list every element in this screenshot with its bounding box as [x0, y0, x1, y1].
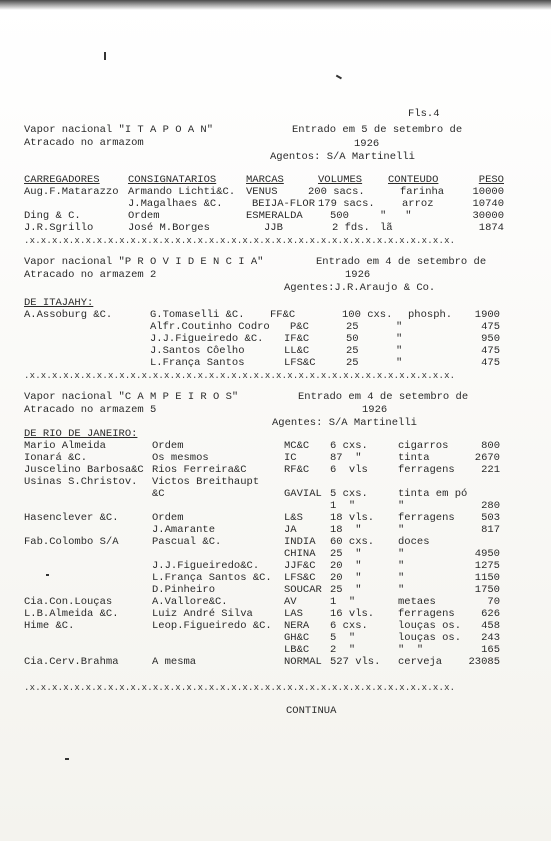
- shipper-cell: Usinas S.Christov.: [24, 476, 138, 488]
- weight-cell: 458: [481, 620, 500, 632]
- mark-cell: LB&C: [284, 644, 310, 656]
- column-header-volumes: VOLUMES: [318, 174, 363, 186]
- content-cell: " ": [398, 644, 424, 656]
- weight-cell: 950: [481, 333, 500, 345]
- volumes-cell: 527 vls.: [330, 656, 381, 668]
- consignee-cell: A.Vallore&C.: [152, 596, 228, 608]
- content-cell: " ": [380, 210, 412, 222]
- content-cell: ": [396, 357, 403, 369]
- separator-line: .x.x.x.x.x.x.x.x.x.x.x.x.x.x.x.x.x.x.x.x.x.x.x.x.x.x.x.x.x.x.x.x.x.x.x.x.x.x.: [24, 683, 456, 693]
- consignee-cell: Victos Breithaupt: [152, 476, 260, 488]
- shipper-cell: Juscelino Barbosa&C: [24, 464, 144, 476]
- berth-line: Atracado no armazem 2: [24, 269, 157, 281]
- volumes-cell: 5 cxs.: [330, 488, 368, 500]
- mark-cell: L&S: [284, 512, 303, 524]
- mark-cell: FF&C: [270, 309, 296, 321]
- content-cell: louças os.: [398, 620, 462, 632]
- separator-line: .x.x.x.x.x.x.x.x.x.x.x.x.x.x.x.x.x.x.x.x.x.x.x.x.x.x.x.x.x.x.x.x.x.x.x.x.x.x.: [24, 236, 456, 246]
- arrival-date: Entrado em 5 de setembro de: [292, 124, 463, 136]
- column-header-content: CONTEUDO: [388, 174, 439, 186]
- shipper-cell: Hime &C.: [24, 620, 75, 632]
- weight-cell: 1874: [478, 222, 504, 234]
- content-cell: ": [396, 333, 403, 345]
- weight-cell: 1750: [474, 584, 500, 596]
- weight-cell: 221: [481, 464, 500, 476]
- consignee-cell: Armando Lichti&C.: [128, 186, 236, 198]
- content-cell: cigarros: [398, 440, 449, 452]
- volumes-cell: 500: [330, 210, 349, 222]
- shipper-cell: Aug.F.Matarazzo: [24, 186, 119, 198]
- mark-cell: INDIA: [284, 536, 316, 548]
- volumes-cell: 50: [346, 333, 359, 345]
- volumes-cell: 60 cxs.: [330, 536, 375, 548]
- content-cell: doces: [398, 536, 430, 548]
- volumes-cell: 16 vls.: [330, 608, 375, 620]
- volumes-cell: 18 vls.: [330, 512, 375, 524]
- arrival-year: 1926: [345, 269, 371, 281]
- consignee-cell: Luiz André Silva: [152, 608, 253, 620]
- mark-cell: IC: [284, 452, 297, 464]
- vessel-line: Vapor nacional "P R O V I D E N C I A": [24, 256, 264, 268]
- mark-cell: SOUCAR: [284, 584, 322, 596]
- berth-line: Atracado no armazom: [24, 137, 144, 149]
- mark-cell: LAS: [284, 608, 303, 620]
- column-header-shipper: CARREGADORES: [24, 174, 100, 186]
- shipper-cell: Hasenclever &C.: [24, 512, 119, 524]
- mark-cell: LFS&C: [284, 357, 316, 369]
- mark-cell: JJB: [264, 222, 283, 234]
- consignee-cell: Leop.Figueiredo &C.: [152, 620, 272, 632]
- consignee-cell: Os mesmos: [152, 452, 209, 464]
- volumes-cell: 25: [346, 345, 359, 357]
- weight-cell: 475: [481, 345, 500, 357]
- mark-cell: RF&C: [284, 464, 310, 476]
- content-cell: ferragens: [398, 512, 455, 524]
- consignee-cell: A mesma: [152, 656, 197, 668]
- weight-cell: 10000: [472, 186, 504, 198]
- consignee-cell: J.Amarante: [152, 524, 216, 536]
- volumes-cell: 20 ": [330, 560, 362, 572]
- consignee-cell: G.Tomaselli &C.: [150, 309, 245, 321]
- weight-cell: 800: [481, 440, 500, 452]
- agents-line: Agentes: S/A Martinelli: [272, 417, 417, 429]
- weight-cell: 4950: [474, 548, 500, 560]
- volumes-cell: 20 ": [330, 572, 362, 584]
- weight-cell: 280: [481, 500, 500, 512]
- mark-cell: LFS&C: [284, 572, 316, 584]
- weight-cell: 475: [481, 321, 500, 333]
- agents-line: Agentos: S/A Martinelli: [270, 151, 415, 163]
- vessel-line: Vapor nacional "C A M P E I R O S": [24, 391, 239, 403]
- folio-number: Fls.4: [408, 108, 440, 120]
- weight-cell: 70: [487, 596, 500, 608]
- consignee-cell: D.Pinheiro: [152, 584, 216, 596]
- shipper-cell: Ionará &C.: [24, 452, 88, 464]
- volumes-cell: 6 cxs.: [330, 620, 368, 632]
- weight-cell: 503: [481, 512, 500, 524]
- volumes-cell: 2 ": [330, 644, 356, 656]
- weight-cell: 165: [481, 644, 500, 656]
- volumes-cell: 1 ": [330, 596, 356, 608]
- shipper-cell: J.R.Sgrillo: [24, 222, 94, 234]
- content-cell: louças os.: [398, 632, 462, 644]
- volumes-cell: 6 cxs.: [330, 440, 368, 452]
- mark-cell: P&C: [290, 321, 309, 333]
- weight-cell: 23085: [468, 656, 500, 668]
- mark-cell: IF&C: [284, 333, 310, 345]
- content-cell: ": [398, 560, 405, 572]
- volumes-cell: 6 vls: [330, 464, 368, 476]
- mark-cell: AV: [284, 596, 297, 608]
- consignee-cell: Ordem: [128, 210, 160, 222]
- shipper-cell: Cia.Con.Louças: [24, 596, 113, 608]
- mark-cell: JA: [284, 524, 297, 536]
- weight-cell: 10740: [472, 198, 504, 210]
- berth-line: Atracado no armazem 5: [24, 404, 157, 416]
- volumes-cell: 25 ": [330, 584, 362, 596]
- mark-cell: GH&C: [284, 632, 310, 644]
- continues-note: CONTINUA: [286, 705, 337, 717]
- weight-cell: 243: [481, 632, 500, 644]
- consignee-cell: L.França Santos: [150, 357, 245, 369]
- weight-cell: 30000: [472, 210, 504, 222]
- volumes-cell: 100 cxs.: [342, 309, 393, 321]
- agents-line: Agentes:J.R.Araujo & Co.: [284, 282, 436, 294]
- mark-cell: VENUS: [246, 186, 278, 198]
- consignee-cell: José M.Borges: [128, 222, 210, 234]
- weight-cell: 626: [481, 608, 500, 620]
- column-header-consignee: CONSIGNATARIOS: [128, 174, 217, 186]
- ink-speck: [336, 75, 342, 79]
- mark-cell: CHINA: [284, 548, 316, 560]
- consignee-cell: J.J.Figueiredo &C.: [150, 333, 264, 345]
- shipper-cell: Mario Almeida: [24, 440, 106, 452]
- content-cell: cerveja: [398, 656, 443, 668]
- content-cell: ": [396, 321, 403, 333]
- consignee-cell: Pascual &C.: [152, 536, 222, 548]
- ink-speck: [46, 574, 49, 576]
- volumes-cell: 5 ": [330, 632, 356, 644]
- content-cell: ": [396, 345, 403, 357]
- column-header-weight: PESO: [478, 174, 504, 186]
- volumes-cell: 87 ": [330, 452, 362, 464]
- column-header-marks: MARCAS: [246, 174, 284, 186]
- consignee-cell: Ordem: [152, 512, 184, 524]
- volumes-cell: 25 ": [330, 548, 362, 560]
- content-cell: phosph.: [408, 309, 453, 321]
- weight-cell: 817: [481, 524, 500, 536]
- arrival-year: 1926: [354, 138, 380, 150]
- shipper-cell: A.Assoburg &C.: [24, 309, 113, 321]
- content-cell: lã: [380, 222, 393, 234]
- weight-cell: 475: [481, 357, 500, 369]
- shipper-cell: Cia.Cerv.Brahma: [24, 656, 119, 668]
- content-cell: arroz: [402, 198, 434, 210]
- shipper-cell: L.B.Almeida &C.: [24, 608, 119, 620]
- weight-cell: 1275: [474, 560, 500, 572]
- volumes-cell: 18 ": [330, 524, 362, 536]
- arrival-date: Entrado em 4 de setembro de: [316, 256, 487, 268]
- ink-speck: [65, 758, 69, 760]
- shipper-cell: Ding & C.: [24, 210, 81, 222]
- mark-cell: ESMERALDA: [246, 210, 303, 222]
- volumes-cell: 200 sacs.: [308, 186, 365, 198]
- mark-cell: NERA: [284, 620, 310, 632]
- content-cell: farinha: [400, 186, 445, 198]
- origin-heading: DE RIO DE JANEIRO:: [24, 428, 138, 440]
- content-cell: ": [398, 584, 405, 596]
- content-cell: tinta: [398, 452, 430, 464]
- consignee-cell: J.Santos Côelho: [150, 345, 245, 357]
- consignee-cell: Ordem: [152, 440, 184, 452]
- arrival-year: 1926: [362, 404, 388, 416]
- origin-heading: DE ITAJAHY:: [24, 297, 94, 309]
- content-cell: ": [398, 548, 405, 560]
- scan-edge-shadow: [0, 0, 551, 10]
- mark-cell: JJF&C: [284, 560, 316, 572]
- content-cell: metaes: [398, 596, 436, 608]
- mark-cell: GAVIAL: [284, 488, 322, 500]
- content-cell: ": [398, 572, 405, 584]
- content-cell: ": [398, 500, 405, 512]
- vessel-line: Vapor nacional "I T A P O A N": [24, 124, 214, 136]
- volumes-cell: 25: [346, 321, 359, 333]
- content-cell: ferragens: [398, 608, 455, 620]
- weight-cell: 2670: [474, 452, 500, 464]
- content-cell: ": [398, 524, 405, 536]
- mark-cell: BEIJA-FLOR: [252, 198, 316, 210]
- ink-speck: [104, 52, 106, 60]
- mark-cell: NORMAL: [284, 656, 322, 668]
- volumes-cell: 1 ": [330, 500, 356, 512]
- content-cell: tinta em pó: [398, 488, 468, 500]
- arrival-date: Entrado em 4 de setembro de: [298, 391, 469, 403]
- weight-cell: 1150: [474, 572, 500, 584]
- content-cell: ferragens: [398, 464, 455, 476]
- consignee-cell: L.França Santos &C.: [152, 572, 272, 584]
- consignee-cell: Alfr.Coutinho Codro: [150, 321, 270, 333]
- shipper-cell: Fab.Colombo S/A: [24, 536, 119, 548]
- mark-cell: LL&C: [284, 345, 310, 357]
- consignee-cell: J.Magalhaes &C.: [128, 198, 223, 210]
- separator-line: .x.x.x.x.x.x.x.x.x.x.x.x.x.x.x.x.x.x.x.x.x.x.x.x.x.x.x.x.x.x.x.x.x.x.x.x.x.x.: [24, 371, 456, 381]
- volumes-cell: 2 fds.: [332, 222, 370, 234]
- mark-cell: MC&C: [284, 440, 310, 452]
- consignee-cell: Rios Ferreira&C: [152, 464, 247, 476]
- weight-cell: 1900: [474, 309, 500, 321]
- consignee-cell: J.J.Figueiredo&C.: [152, 560, 260, 572]
- volumes-cell: 25: [346, 357, 359, 369]
- volumes-cell: 179 sacs.: [318, 198, 375, 210]
- consignee-cell: &C: [152, 488, 165, 500]
